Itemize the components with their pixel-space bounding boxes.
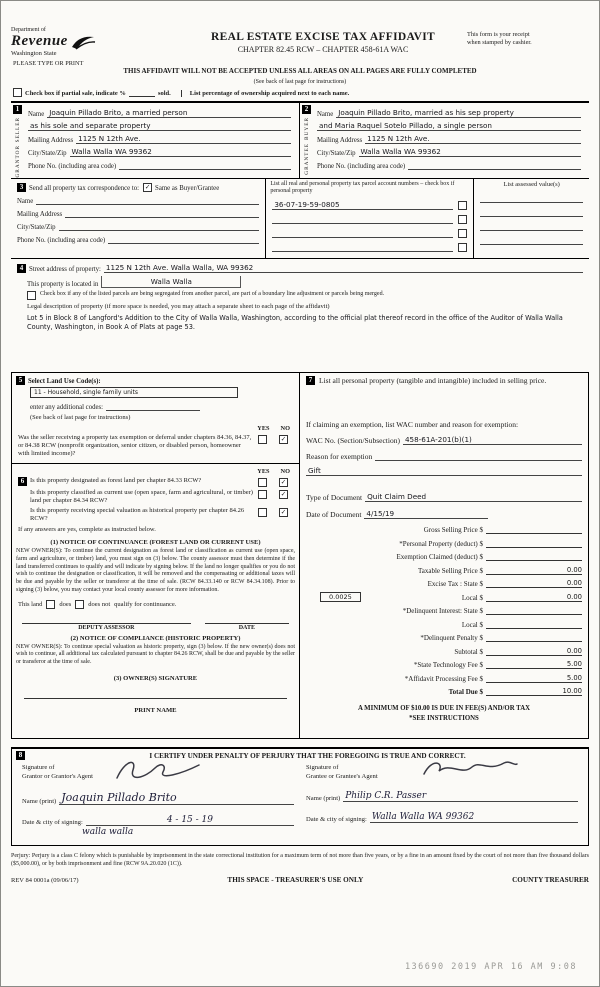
corr-name-label: Name xyxy=(17,197,34,205)
delinq-penalty-input[interactable] xyxy=(486,633,582,642)
section-5-land-use xyxy=(12,373,299,464)
buyer-phone-label: Phone No. (including area code) xyxy=(317,163,406,170)
grantor-agent-label: Grantor or Grantor's Agent xyxy=(22,772,93,780)
partial-sale-label: Check box if partial sale, indicate % xyxy=(25,90,126,97)
grantor-date-input[interactable]: 4 - 15 - 19 xyxy=(86,815,294,826)
dor-swoosh-icon xyxy=(70,34,96,50)
revenue-wordmark: Revenue xyxy=(11,33,68,49)
exemption-deduct-label: Exemption Claimed (deduct) $ xyxy=(396,553,483,562)
located-in-label: This property is located in xyxy=(27,280,99,288)
if-yes-note: If any answers are yes, complete as instructed below. xyxy=(18,526,156,534)
current-use-no-checkbox[interactable]: ✓ xyxy=(280,490,287,498)
grantee-sig-of-label: Signature of xyxy=(306,764,339,772)
deputy-date-line[interactable] xyxy=(205,623,289,631)
current-use-yes-checkbox[interactable] xyxy=(258,490,267,499)
buyer-phone-input[interactable] xyxy=(408,160,581,170)
parcel-personal-checkbox-3[interactable] xyxy=(458,229,467,238)
qualify-label: qualify for continuance. xyxy=(114,600,177,608)
parcel-number-input-1[interactable]: 36-07-19-59-0805 xyxy=(272,200,453,210)
historic-question: Is this property receiving special valuation as historical property per chapter 84.26 RCW? xyxy=(30,507,245,523)
grantor-name-print-label: Name (print) xyxy=(22,798,57,806)
grantor-signature-block xyxy=(16,764,300,837)
does-label: does xyxy=(59,600,72,608)
corr-phone-input[interactable] xyxy=(108,234,259,244)
form-rev-number: REV 84 0001a (09/06/17) xyxy=(11,876,79,884)
dor-logo xyxy=(11,27,179,57)
does-checkbox[interactable] xyxy=(46,600,55,609)
assessed-value-input-1[interactable] xyxy=(480,193,583,203)
grantor-signature[interactable] xyxy=(111,756,211,791)
section-2-badge: 2 xyxy=(302,105,311,114)
grantee-date-city-label: Date & city of signing: xyxy=(306,816,367,824)
grantee-name-print-label: Name (print) xyxy=(306,795,341,803)
delinq-interest-state-input[interactable] xyxy=(486,606,582,615)
section5-no-header: NO xyxy=(280,424,290,432)
doc-type-label: Type of Document xyxy=(306,493,363,503)
please-type-label: PLEASE TYPE OR PRINT xyxy=(13,60,84,67)
exemption-yes-checkbox[interactable] xyxy=(258,435,267,444)
treasurer-space-label: THIS SPACE - TREASURER'S USE ONLY xyxy=(227,876,364,885)
seller-name-input[interactable]: Joaquin Pillado Brito, a married person xyxy=(47,108,291,118)
section-5-badge: 5 xyxy=(16,376,25,385)
segregated-label: Check box if any of the listed parcels are being segregated from another parcel, are part of a boundary line adjustment or parcels being merged. xyxy=(40,290,385,297)
excise-state-value[interactable]: 0.00 xyxy=(486,579,582,588)
grantor-sig-of-label: Signature of xyxy=(22,764,55,772)
grantor-date-city-label: Date & city of signing: xyxy=(22,819,83,827)
receipt-note-line1: This form is your receipt xyxy=(467,31,530,38)
seller-phone-input[interactable] xyxy=(119,160,291,170)
subheader xyxy=(11,60,589,78)
parcel-personal-checkbox-4[interactable] xyxy=(458,243,467,252)
parcel-number-input-2[interactable] xyxy=(272,214,453,224)
delinq-penalty-label: *Delinquent Penalty $ xyxy=(420,634,483,643)
buyer-citystate-input[interactable]: Walla Walla WA 99362 xyxy=(359,147,581,157)
gross-price-input[interactable] xyxy=(486,525,582,534)
doc-type-input[interactable]: Quit Claim Deed xyxy=(365,492,582,502)
notice-compliance-text: NEW OWNER(S): To continue special valuation as historic property, sign (3) below. If the new owner(s) does not wish to continue, all additional tax calculated pursuant to chapter 84.26 RCW, shall be due and payable by the seller or transferor at the time of sale. xyxy=(16,643,295,666)
section-3-badge: 3 xyxy=(17,183,26,192)
total-due-label: Total Due $ xyxy=(448,688,483,697)
seller-phone-label: Phone No. (including area code) xyxy=(28,163,117,170)
subtotal-label: Subtotal $ xyxy=(454,647,483,656)
deputy-assessor-signature-line[interactable] xyxy=(22,623,191,631)
notice-compliance-title: (2) NOTICE OF COMPLIANCE (HISTORIC PROPERTY) xyxy=(70,634,241,642)
form-chapter: CHAPTER 82.45 RCW – CHAPTER 458-61A WAC xyxy=(237,45,409,54)
buyer-name-input-line2[interactable]: and Maria Raquel Sotelo Pillado, a single person xyxy=(317,121,581,131)
form-header xyxy=(11,27,589,57)
subtotal-value[interactable]: 0.00 xyxy=(486,647,582,656)
does-not-checkbox[interactable] xyxy=(75,600,84,609)
notice-continuance-text: NEW OWNER(S): To continue the current designation as forest land or classification as current use (open space, farm and agriculture, or timber) land, you must sign on (3) below. The county assessor must then determine if the land transferred continues to qualify and will indicate by signing below. If the land no longer qualifies or you do not wish to continue the designation or classification, it will be removed and the compensating or additional taxes will be due and payable by the seller or transferor at the time of sale. (RCW 84.33.140 or RCW 84.34.108). Prior to signing (3) below, you may contact your local county assessor for more information. xyxy=(16,547,295,593)
segregated-checkbox[interactable] xyxy=(27,291,36,300)
additional-codes-input[interactable] xyxy=(106,401,200,411)
section-1-badge: 1 xyxy=(13,105,22,114)
affidavit-fee-value[interactable]: 5.00 xyxy=(486,674,582,683)
corr-mailing-input[interactable] xyxy=(65,208,259,218)
buyer-side-label-1: BUYER xyxy=(303,117,310,140)
see-instructions-note: *SEE INSTRUCTIONS xyxy=(409,714,479,722)
perjury-statement: Perjury: Perjury is a class C felony which is punishable by imprisonment in the state correctional institution for a maximum term of not more than five years, or by a fine in an amount fixed by the court of not more than five thousand dollars ($5,000.00), or by both imprisonment and fine (RCW 9A.20.020 (1C)). xyxy=(11,853,589,868)
section-8-badge: 8 xyxy=(16,751,25,760)
upper-sections xyxy=(11,101,589,334)
seller-citystate-input[interactable]: Walla Walla WA 99362 xyxy=(70,147,291,157)
personal-deduct-label: *Personal Property (deduct) $ xyxy=(399,539,483,548)
state-tech-fee-label: *State Technology Fee $ xyxy=(413,661,483,670)
seller-side-label-2: GRANTOR xyxy=(14,145,21,178)
seller-mailing-input[interactable]: 1125 N 12th Ave. xyxy=(76,134,291,144)
dept-of-label: Department of xyxy=(11,27,46,33)
corr-name-input[interactable] xyxy=(36,195,259,205)
historic-no-checkbox[interactable]: ✓ xyxy=(280,509,287,517)
parcel-number-input-3[interactable] xyxy=(272,228,453,238)
personal-property-label: List all personal property (tangible and intangible) included in selling price. xyxy=(319,376,547,386)
personal-property-input-area[interactable] xyxy=(306,386,582,420)
partial-sale-checkbox[interactable] xyxy=(13,88,22,97)
local-rate-box: 0.0025 xyxy=(320,592,361,602)
corr-phone-label: Phone No. (including area code) xyxy=(17,236,106,244)
buyer-mailing-input[interactable]: 1125 N 12th Ave. xyxy=(365,134,581,144)
county-treasurer-label: COUNTY TREASURER xyxy=(512,876,589,885)
blank-gap xyxy=(11,334,589,372)
seller-citystate-label: City/State/Zip xyxy=(28,150,67,157)
personal-deduct-input[interactable] xyxy=(486,539,582,548)
seller-name-label: Name xyxy=(28,111,45,118)
state-tech-fee-value[interactable]: 5.00 xyxy=(486,660,582,669)
seller-side-label-1: SELLER xyxy=(14,117,21,143)
exemption-intro: If claiming an exemption, list WAC number and reason for exemption: xyxy=(306,420,519,430)
section-6-badge: 6 xyxy=(18,477,27,486)
section-7-tax xyxy=(300,372,589,739)
additional-codes-label: enter any additional codes: xyxy=(30,404,104,412)
partial-sale-sold-label: sold. xyxy=(157,90,171,97)
seller-mailing-label: Mailing Address xyxy=(28,137,74,144)
section-1-seller xyxy=(11,103,300,178)
land-use-label: Select Land Use Code(s): xyxy=(28,378,101,386)
reason-label: Reason for exemption xyxy=(306,452,373,462)
located-in-input[interactable]: Walla Walla xyxy=(101,276,241,288)
doc-date-input[interactable]: 4/15/19 xyxy=(364,509,488,519)
same-as-buyer-label: Same as Buyer/Grantee xyxy=(155,184,220,192)
section-6-designation xyxy=(12,464,299,738)
legal-description-label: Legal description of property (if more space is needed, you may attach a separate sheet to each page of the affidavit) xyxy=(27,302,330,310)
reason-input[interactable] xyxy=(375,451,582,461)
print-name-title: PRINT NAME xyxy=(134,707,177,715)
minimum-due-note: A MINIMUM OF $10.00 IS DUE IN FEE(S) AND/OR TAX xyxy=(357,705,531,713)
street-address-label: Street address of property: xyxy=(29,265,101,273)
see-back-note: (See back of last page for instructions) xyxy=(253,79,347,85)
current-use-question: Is this property classified as current use (open space, farm and agricultural, or timber) land per chapter 84.34 RCW? xyxy=(30,488,253,505)
delinq-interest-state-label: *Delinquent Interest: State $ xyxy=(402,607,483,616)
excise-local-label: Local $ xyxy=(461,593,483,602)
section-7-badge: 7 xyxy=(306,376,315,385)
send-correspondence-label: Send all property tax correspondence to: xyxy=(29,184,140,192)
ownership-percentage-note: List percentage of ownership acquired next to each name. xyxy=(181,90,350,97)
buyer-mailing-label: Mailing Address xyxy=(317,137,363,144)
delinq-interest-local-input[interactable] xyxy=(486,620,582,629)
excise-local-value[interactable]: 0.00 xyxy=(486,593,582,602)
partial-sale-line xyxy=(11,88,589,99)
seller-name-input-line2[interactable]: as his sole and separate property xyxy=(28,121,291,131)
grantor-city-input[interactable]: walla walla xyxy=(82,827,134,838)
owners-signature-title: (3) OWNER(S) SIGNATURE xyxy=(113,675,198,683)
left-column xyxy=(11,372,300,739)
land-use-code-input[interactable]: 11 - Household, single family units xyxy=(30,387,238,398)
certify-statement: I CERTIFY UNDER PENALTY OF PERJURY THAT THE FOREGOING IS TRUE AND CORRECT. xyxy=(149,751,466,760)
corr-mailing-label: Mailing Address xyxy=(17,210,63,218)
washington-state-label: Washington State xyxy=(11,50,57,57)
wac-label: WAC No. (Section/Subsection) xyxy=(306,436,400,446)
delinq-interest-local-label: Local $ xyxy=(461,620,483,629)
exemption-deduct-input[interactable] xyxy=(486,552,582,561)
buyer-name-label: Name xyxy=(317,111,334,118)
deputy-assessor-label: DEPUTY ASSESSOR xyxy=(78,624,135,631)
grantor-name-print-input[interactable]: Joaquin Pillado Brito xyxy=(59,791,294,805)
grantee-signature-block xyxy=(300,764,584,837)
section-8-certification xyxy=(11,747,589,846)
buyer-side-label-2: GRANTEE xyxy=(303,142,310,175)
gross-price-label: Gross Selling Price $ xyxy=(423,526,483,535)
notice-continuance-title: (1) NOTICE OF CONTINUANCE (FOREST LAND OR CURRENT USE) xyxy=(50,538,261,546)
taxable-price-label: Taxable Selling Price $ xyxy=(417,566,483,575)
acceptance-warning: THIS AFFIDAVIT WILL NOT BE ACCEPTED UNLESS ALL AREAS ON ALL PAGES ARE FULLY COMPLETED xyxy=(123,67,477,75)
grantee-signature[interactable] xyxy=(420,756,520,789)
section-4-badge: 4 xyxy=(17,264,26,273)
parcel-personal-checkbox-2[interactable] xyxy=(458,215,467,224)
taxable-price-value[interactable]: 0.00 xyxy=(486,566,582,575)
does-not-label: does not xyxy=(88,600,111,608)
same-as-buyer-checkbox[interactable]: ✓ xyxy=(144,183,151,191)
corr-citystate-label: City/State/Zip xyxy=(17,223,56,231)
print-name-input[interactable] xyxy=(24,716,287,730)
section-4-property xyxy=(11,259,589,334)
this-land-label: This land xyxy=(18,600,43,608)
grantee-date-city-input[interactable]: Walla Walla WA 99362 xyxy=(370,812,578,823)
cashier-date-stamp: 136690 2019 APR 16 AM 9:08 xyxy=(404,962,577,972)
parcel-personal-checkbox-1[interactable] xyxy=(458,201,467,210)
section-2-buyer xyxy=(300,103,589,178)
doc-date-label: Date of Document xyxy=(306,510,362,520)
historic-yes-checkbox[interactable] xyxy=(258,508,267,517)
tax-exemption-question: Was the seller receiving a property tax exemption or deferral under chapters 84.36, 84.37, or 84.38 RCW (nonprofit organization, senior citizen, or disabled person, homeowner with limited income)? xyxy=(18,433,252,457)
parcel-numbers-header: List all real and personal property tax parcel account numbers – check box if personal property xyxy=(270,180,455,195)
assessed-values-header: List assessed value(s) xyxy=(503,180,560,188)
section-3-correspondence xyxy=(11,179,589,259)
deputy-date-label: DATE xyxy=(238,624,255,631)
buyer-name-input[interactable]: Joaquin Pillado Brito, married as his sep property xyxy=(336,108,581,118)
total-due-value[interactable]: 10.00 xyxy=(486,687,582,696)
receipt-note xyxy=(467,27,589,47)
corr-citystate-input[interactable] xyxy=(59,221,260,231)
exemption-no-checkbox[interactable]: ✓ xyxy=(280,435,287,443)
affidavit-fee-label: *Affidavit Processing Fee $ xyxy=(404,674,483,683)
form-title: REAL ESTATE EXCISE TAX AFFIDAVIT xyxy=(211,31,435,43)
assessed-value-input-2[interactable] xyxy=(480,207,583,217)
partial-sale-percent-input[interactable] xyxy=(129,96,155,97)
assessed-value-input-3[interactable] xyxy=(480,221,583,231)
parcel-number-input-4[interactable] xyxy=(272,242,453,252)
section5-see-back: (See back of last page for instructions) xyxy=(30,414,131,422)
wac-input[interactable]: 458-61A-201(b)(1) xyxy=(403,435,582,445)
section5-yes-header: YES xyxy=(257,424,270,432)
buyer-citystate-label: City/State/Zip xyxy=(317,150,356,157)
section6-yes-header: YES xyxy=(257,467,270,475)
assessed-value-input-4[interactable] xyxy=(480,235,583,245)
forest-no-checkbox[interactable]: ✓ xyxy=(280,478,287,486)
section6-no-header: NO xyxy=(280,467,290,475)
grantee-agent-label: Grantee or Grantee's Agent xyxy=(306,772,378,780)
legal-description-text: Lot 5 in Block 8 of Langford's Addition to the City of Walla Walla, Washington, according to the official plat thereof record in the office of the Auditor of Walla Walla County, Washington, in Book A of Plats at page 53. xyxy=(27,314,563,332)
forest-yes-checkbox[interactable] xyxy=(258,478,267,487)
owners-signature-input[interactable] xyxy=(24,684,287,699)
forest-land-question: Is this property designated as forest land per chapter 84.33 RCW? xyxy=(30,476,202,484)
excise-state-label: Excise Tax : State $ xyxy=(427,580,483,589)
grantee-name-print-input[interactable]: Philip C.R. Passer xyxy=(343,791,578,802)
reason-input-line2[interactable]: Gift xyxy=(306,466,582,476)
receipt-note-line2: when stamped by cashier. xyxy=(467,39,532,47)
street-address-input[interactable]: 1125 N 12th Ave. Walla Walla, WA 99362 xyxy=(104,263,583,273)
